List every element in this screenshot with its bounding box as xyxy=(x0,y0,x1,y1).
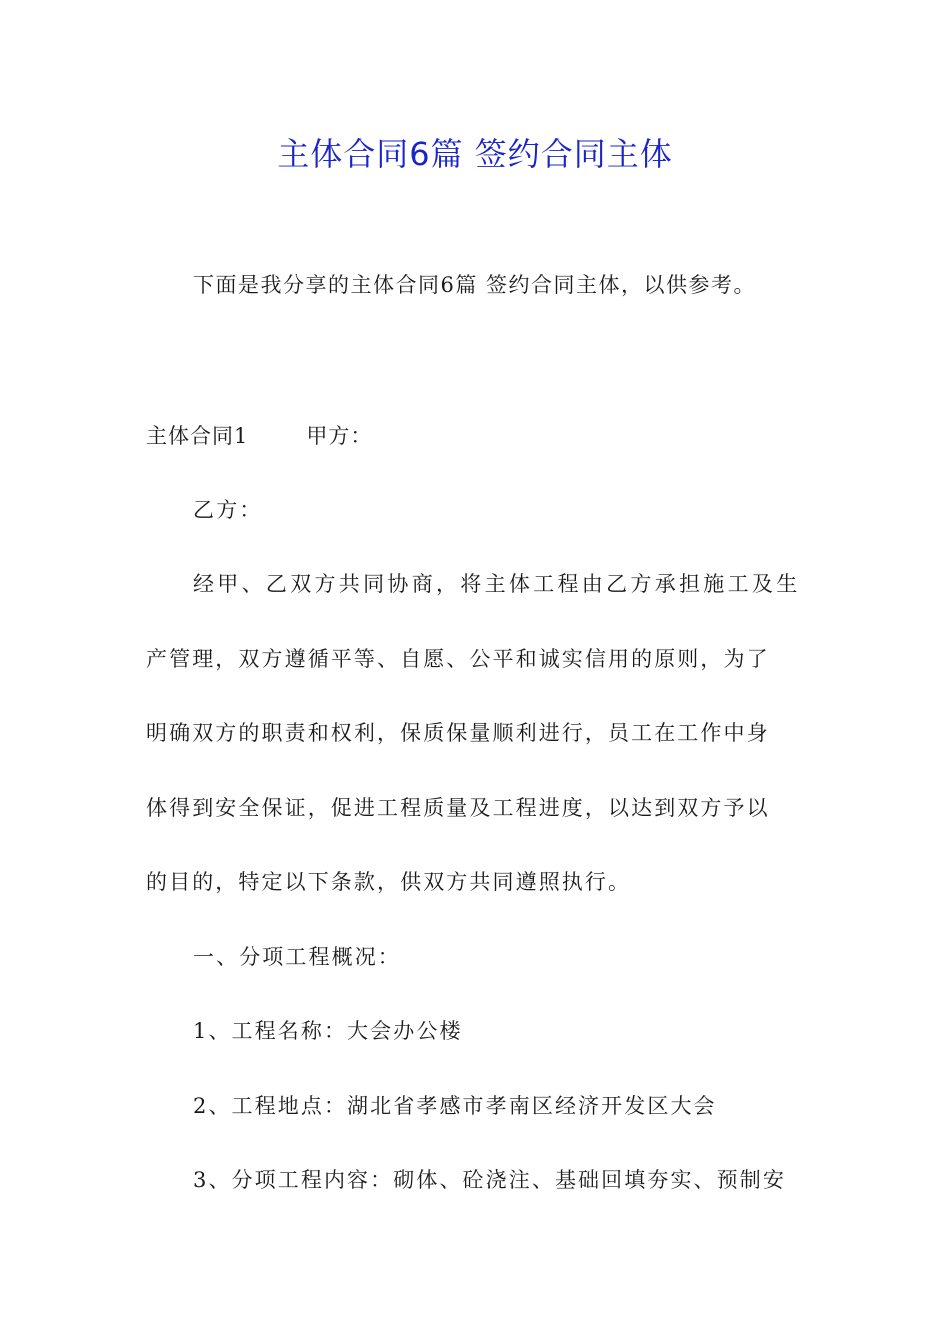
list-item: 3、分项工程内容：砌体、砼浇注、基础回填夯实、预制安 xyxy=(193,1168,786,1192)
list-item: 2、工程地点：湖北省孝感市孝南区经济开发区大会 xyxy=(193,1094,717,1118)
section-heading: 主体合同1 xyxy=(146,424,249,448)
list-item: 1、工程名称：大会办公楼 xyxy=(193,1019,463,1043)
body-line: 产管理，双方遵循平等、自愿、公平和诚实信用的原则，为了 xyxy=(146,647,770,671)
body-line: 经甲、乙双方共同协商，将主体工程由乙方承担施工及生 xyxy=(193,572,801,596)
party-b-label: 乙方： xyxy=(193,498,263,522)
intro-paragraph: 下面是我分享的主体合同6篇 签约合同主体，以供参考。 xyxy=(193,273,757,297)
party-a-label: 甲方： xyxy=(306,424,373,448)
document-title: 主体合同6篇 签约合同主体 xyxy=(277,135,673,173)
body-line: 明确双方的职责和权利，保质保量顺利进行，员工在工作中身 xyxy=(146,721,770,745)
item-heading: 一、分项工程概况： xyxy=(193,945,401,969)
section-heading-line xyxy=(146,420,806,452)
body-line: 体得到安全保证，促进工程质量及工程进度，以达到双方予以 xyxy=(146,796,770,820)
body-line: 的目的，特定以下条款，供双方共同遵照执行。 xyxy=(146,870,632,894)
